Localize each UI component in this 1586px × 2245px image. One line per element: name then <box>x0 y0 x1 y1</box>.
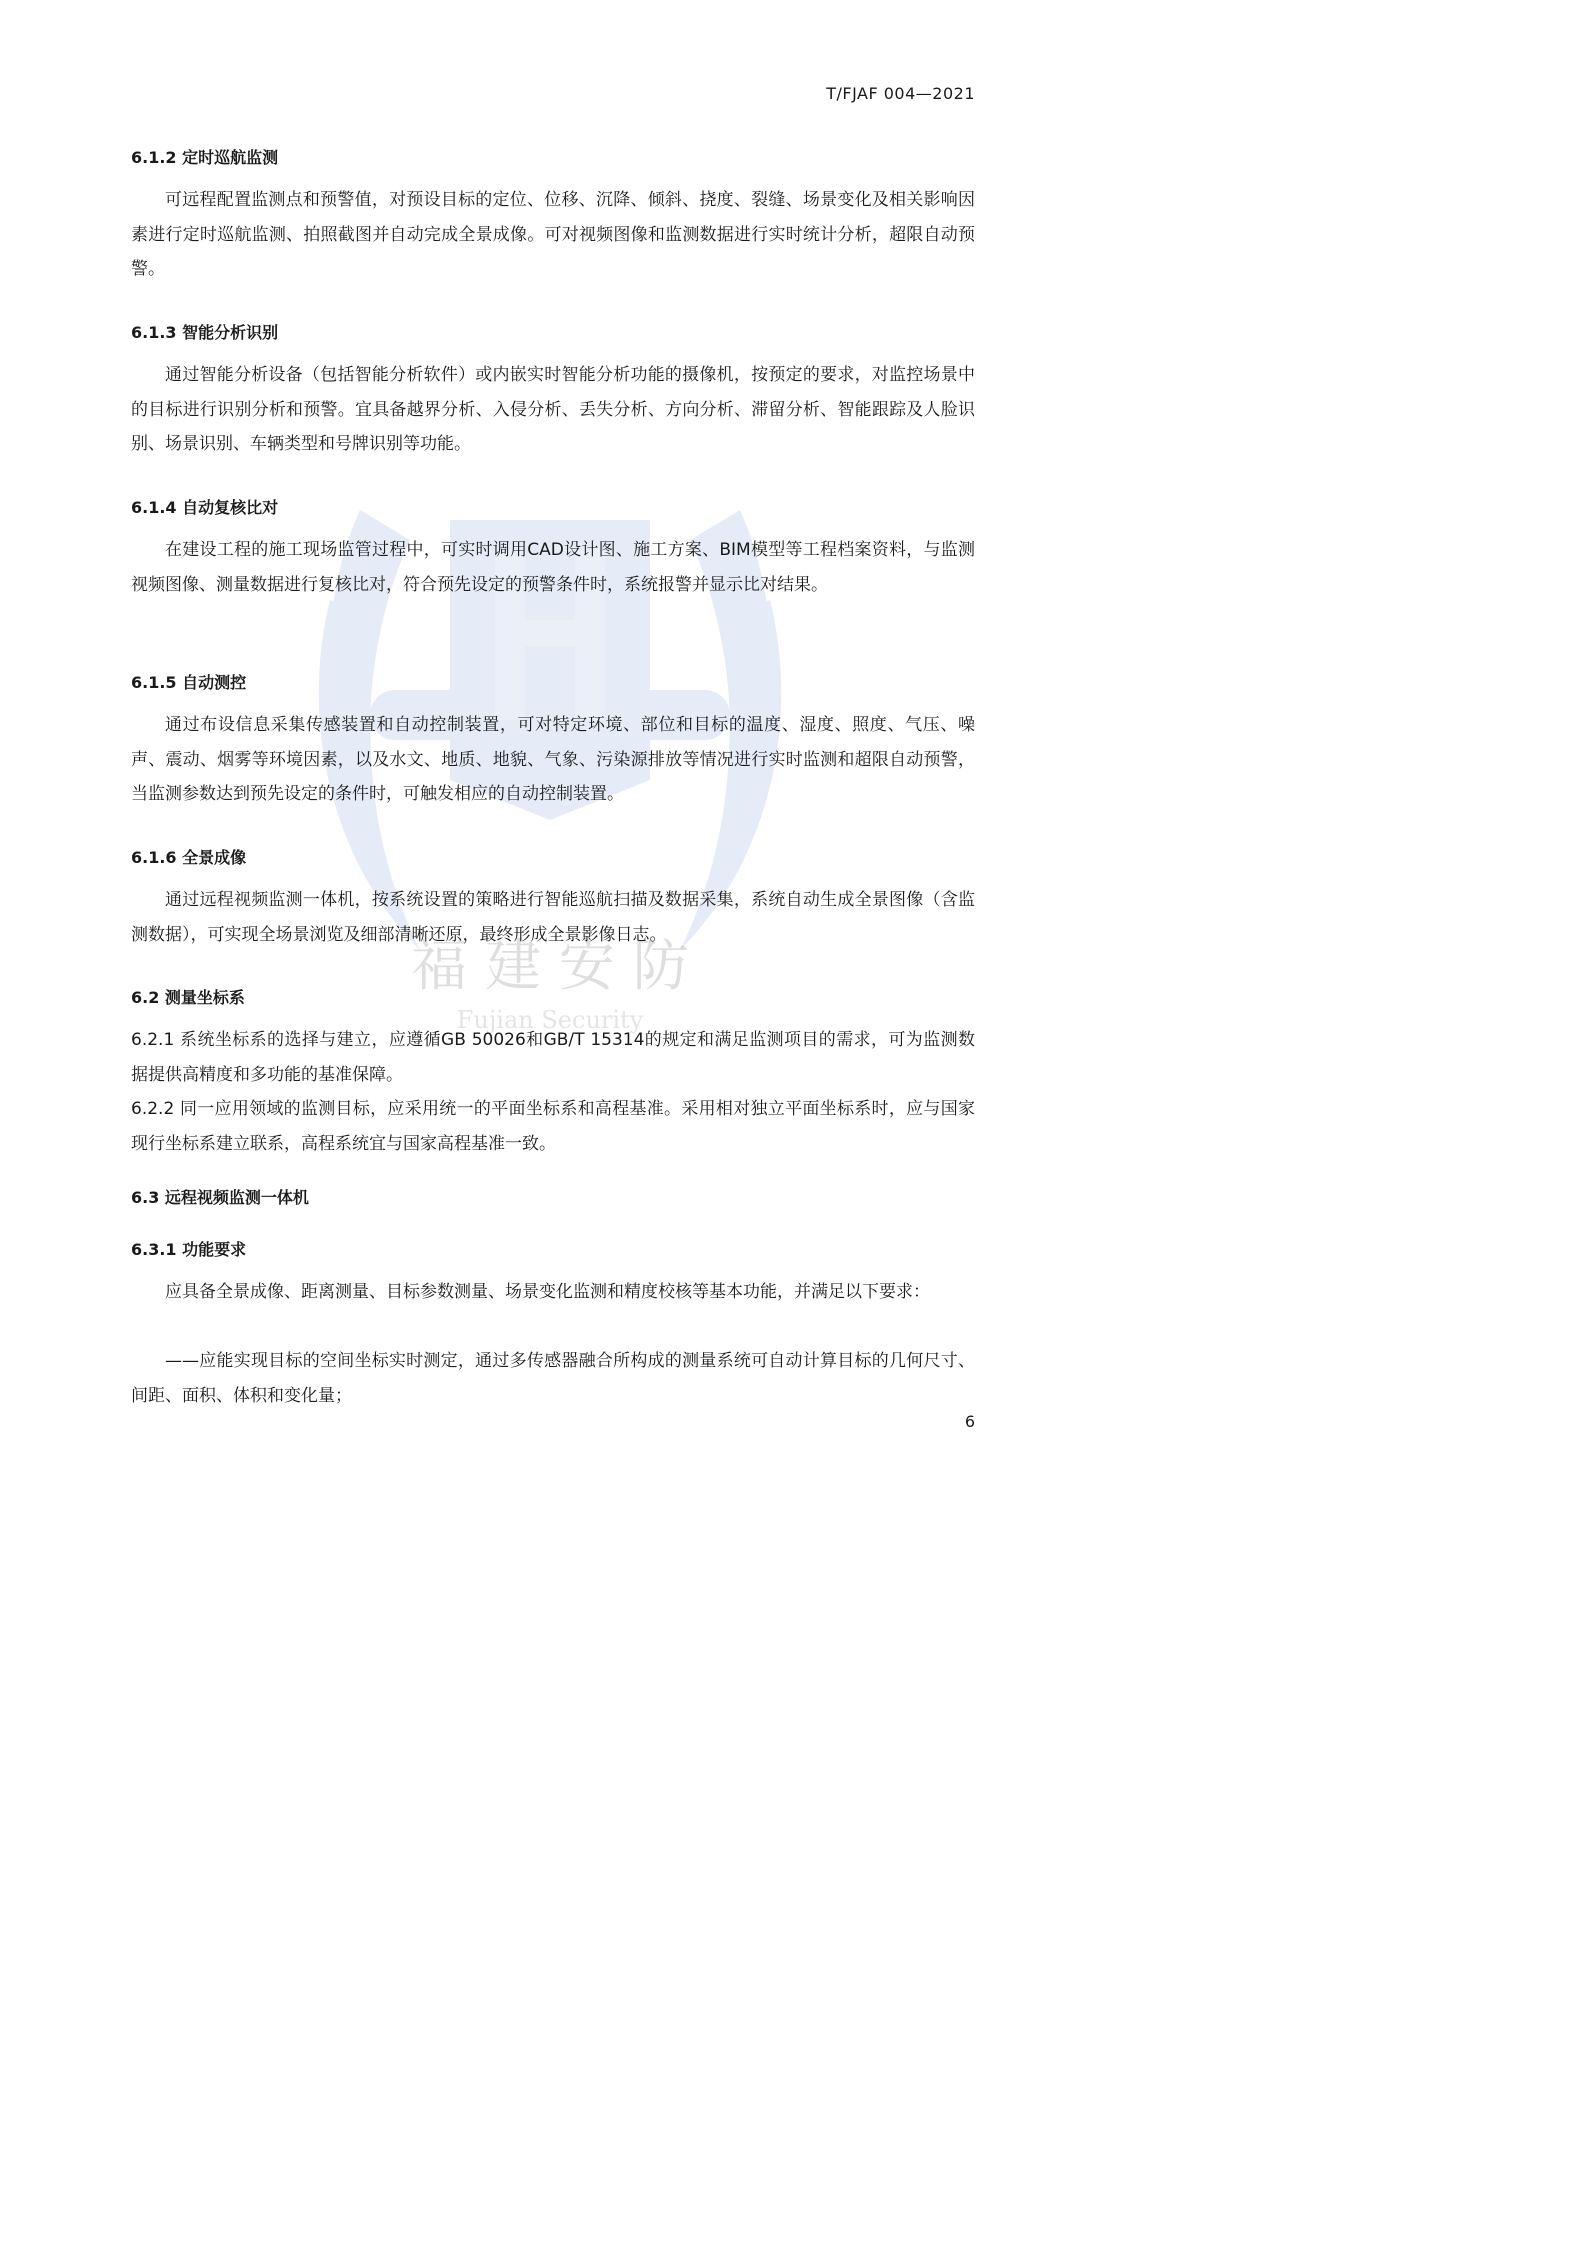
section-6-3-1-title: 6.3.1 功能要求 <box>131 1240 247 1259</box>
section-6-1-6-body: 通过远程视频监测一体机，按系统设置的策略进行智能巡航扫描及数据采集，系统自动生成全景图像（含监测数据），可实现全场景浏览及细部清晰还原，最终形成全景影像日志。 <box>131 890 975 945</box>
clause-6-2-2: 6.2.2 同一应用领域的监测目标，应采用统一的平面坐标系和高程基准。采用相对独立平面坐标系时，应与国家现行坐标系建立联系，高程系统宜与国家高程基准一致。 <box>131 1099 975 1154</box>
standard-code: T/FJAF 004—2021 <box>826 84 975 103</box>
watermark-org-text: 福 建 安 防 <box>411 934 689 999</box>
section-6-1-5-body: 通过布设信息采集传感装置和自动控制装置，可对特定环境、部位和目标的温度、湿度、照度、气压、噪声、震动、烟雾等环境因素，以及水文、地质、地貌、气象、污染源排放等情况进行实时监测和超限自动预警，当监测参数达到预先设定的条件时，可触发相应的自动控制装置。 <box>131 715 975 804</box>
section-6-1-4-body: 在建设工程的施工现场监管过程中，可实时调用CAD设计图、施工方案、BIM模型等工程档案资料，与监测视频图像、测量数据进行复核比对，符合预先设定的预警条件时，系统报警并显示比对结果。 <box>131 540 975 595</box>
page-number: 6 <box>964 1412 975 1431</box>
list-item: ——应能实现目标的空间坐标实时测定，通过多传感器融合所构成的测量系统可自动计算目标的几何尺寸、间距、面积、体积和变化量； <box>131 1351 975 1406</box>
section-6-1-2-title: 6.1.2 定时巡航监测 <box>131 148 279 167</box>
section-6-1-3-title: 6.1.3 智能分析识别 <box>131 323 279 342</box>
section-6-1-5-title: 6.1.5 自动测控 <box>131 673 247 692</box>
watermark-org-en: Fujian Security <box>456 1006 644 1034</box>
section-6-1-3-body: 通过智能分析设备（包括智能分析软件）或内嵌实时智能分析功能的摄像机，按预定的要求，对监控场景中的目标进行识别分析和预警。宜具备越界分析、入侵分析、丢失分析、方向分析、滞留分析、智能跟踪及人脸识别、场景识别、车辆类型和号牌识别等功能。 <box>131 365 975 454</box>
section-6-2-title: 6.2 测量坐标系 <box>131 988 245 1007</box>
section-6-3-1-body: 应具备全景成像、距离测量、目标参数测量、场景变化监测和精度校核等基本功能，并满足以下要求： <box>165 1282 930 1302</box>
section-6-3-title: 6.3 远程视频监测一体机 <box>131 1188 309 1207</box>
clause-6-2-1: 6.2.1 系统坐标系的选择与建立，应遵循GB 50026和GB/T 15314的规定和满足监测项目的需求，可为监测数据提供高精度和多功能的基准保障。 <box>131 1030 975 1085</box>
section-6-1-4-title: 6.1.4 自动复核比对 <box>131 498 279 517</box>
section-6-1-2-body: 可远程配置监测点和预警值，对预设目标的定位、位移、沉降、倾斜、挠度、裂缝、场景变化及相关影响因素进行定时巡航监测、拍照截图并自动完成全景成像。可对视频图像和监测数据进行实时统计分析，超限自动预警。 <box>131 190 975 279</box>
section-6-1-6-title: 6.1.6 全景成像 <box>131 848 247 867</box>
